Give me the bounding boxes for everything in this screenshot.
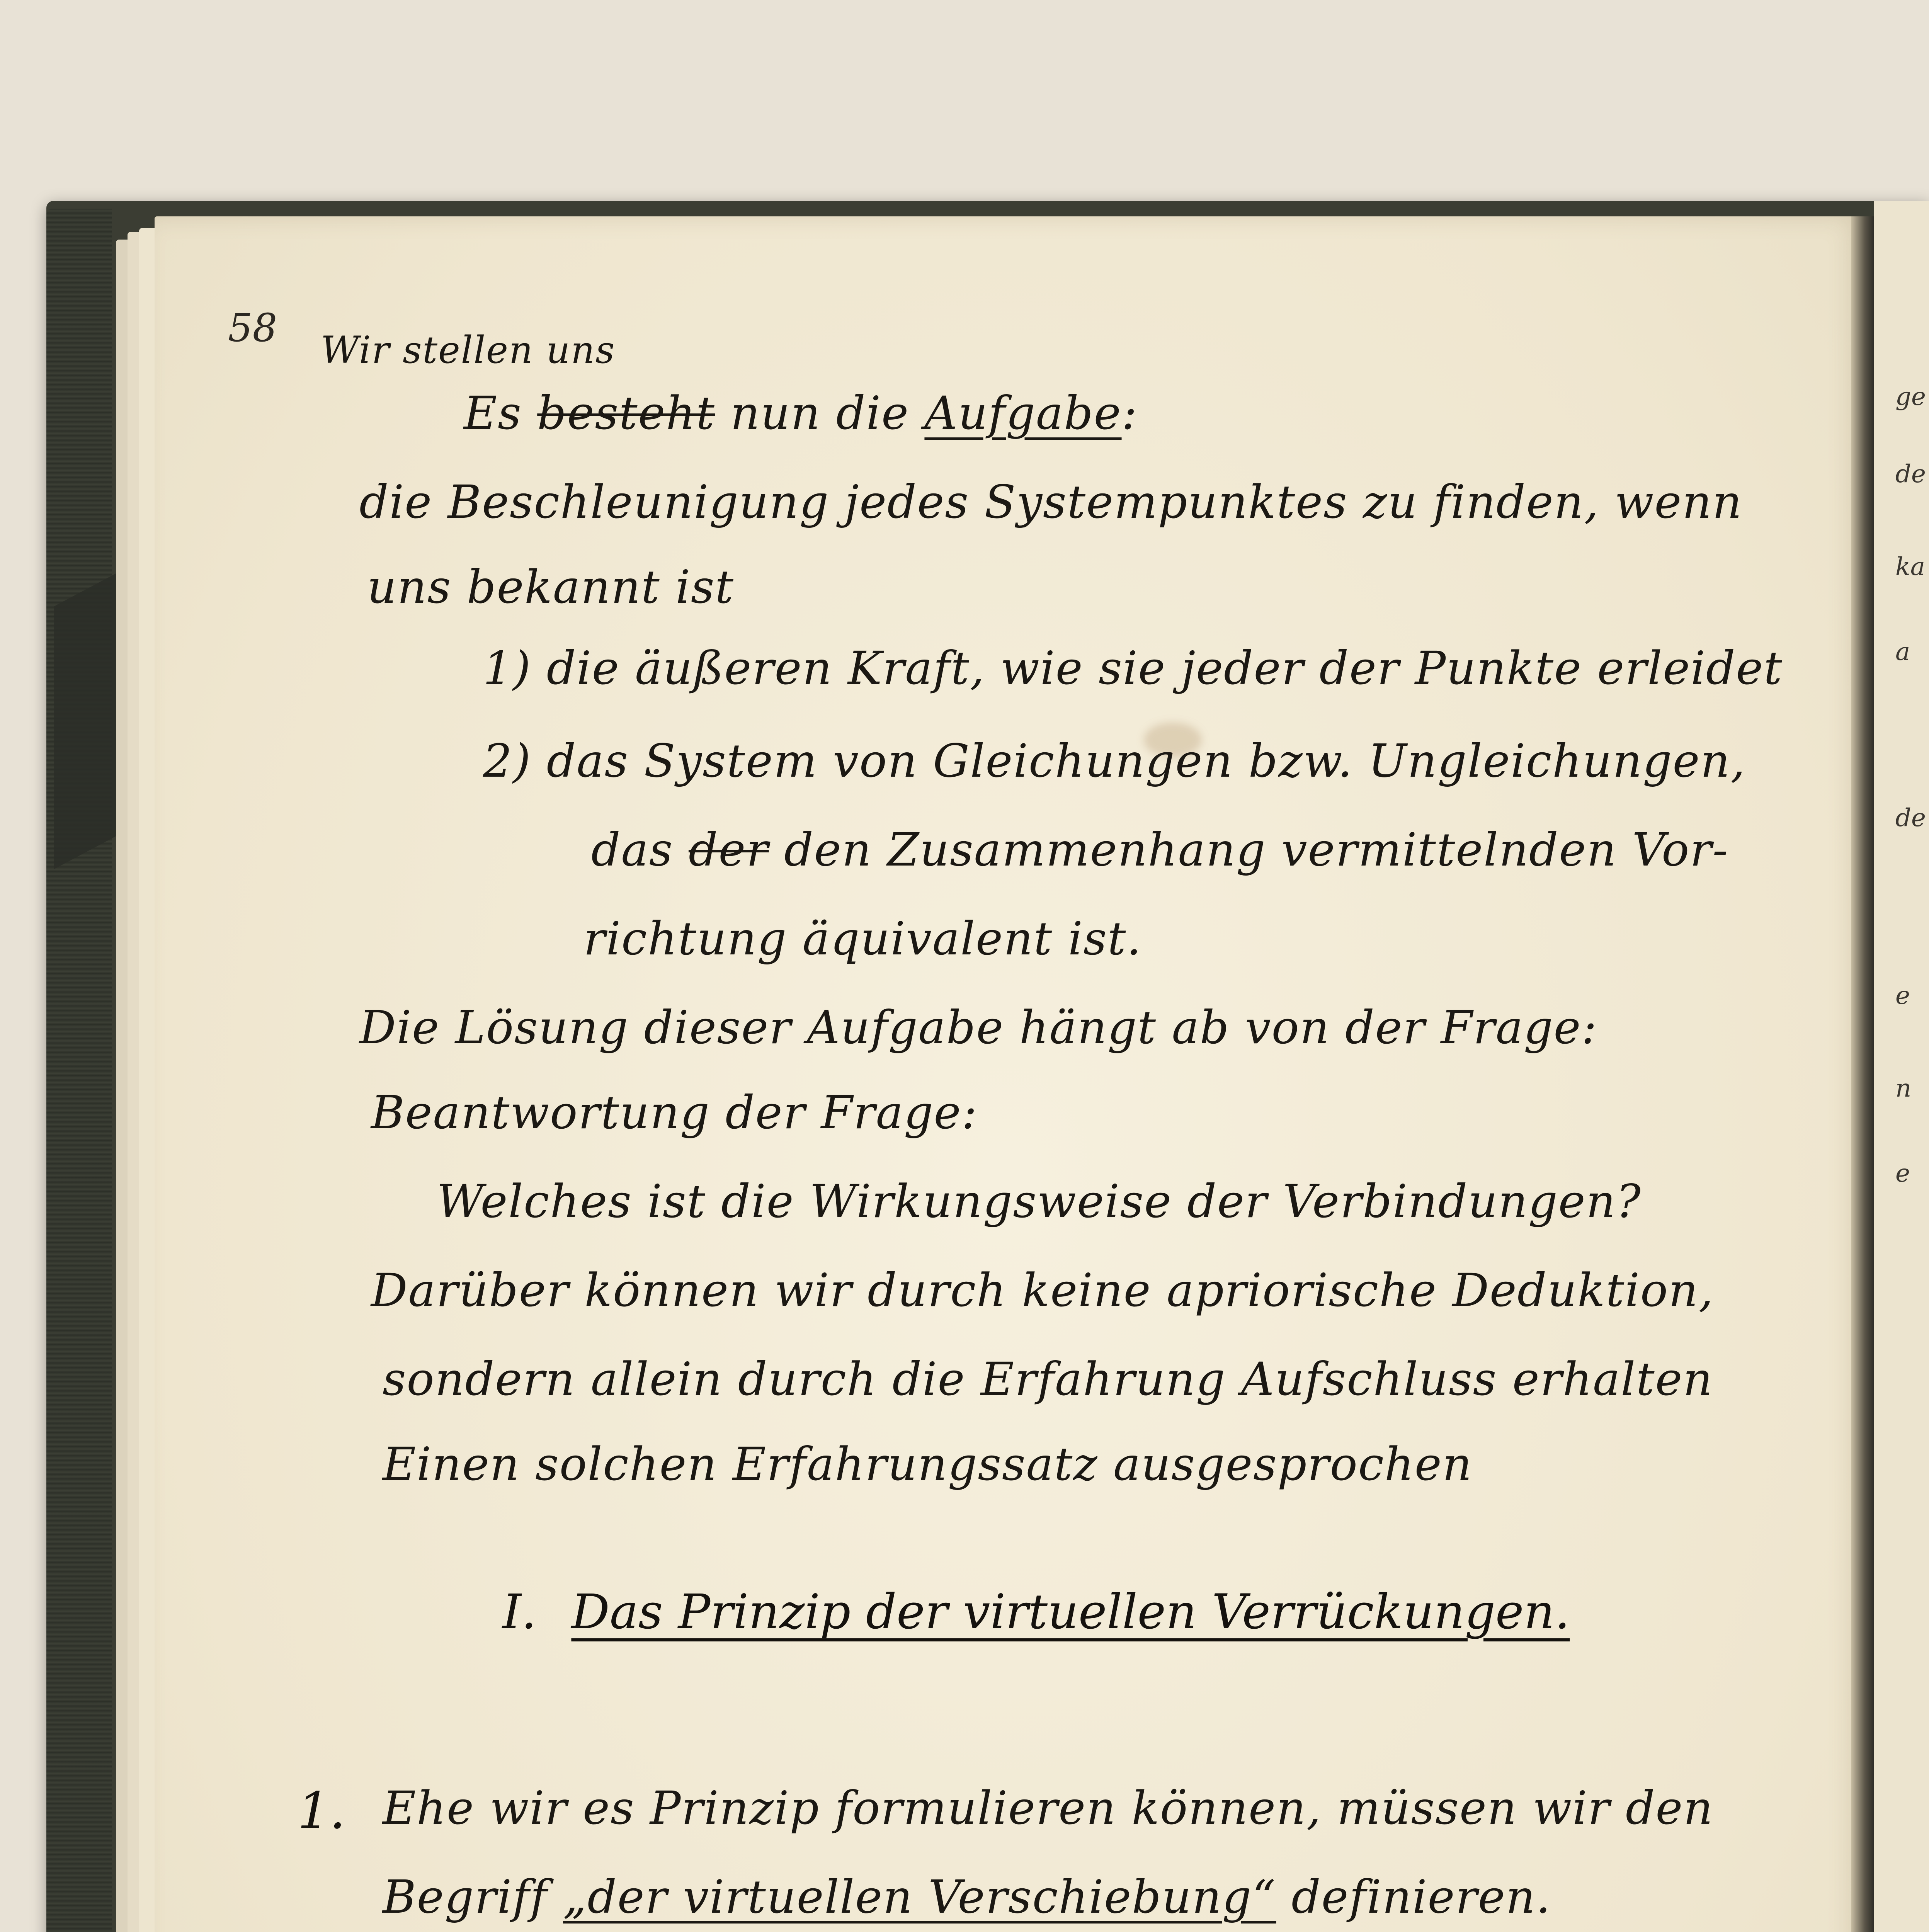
- handwritten-line: Wir stellen uns: [321, 328, 616, 372]
- handwritten-line: Die Lösung dieser Aufgabe hängt ab von der Frage:: [359, 1001, 1598, 1054]
- facing-page-fragment: a: [1895, 638, 1910, 666]
- facing-page-fragment: e: [1895, 1159, 1910, 1188]
- facing-page-fragment: ka: [1895, 553, 1925, 581]
- facing-page-fragment: de: [1895, 804, 1926, 832]
- line-end: definieren.: [1276, 1870, 1551, 1923]
- line-middle: nun die: [715, 386, 925, 440]
- section-title: Das Prinzip der virtuellen Verrückungen.: [571, 1584, 1570, 1640]
- facing-page-fragment: n: [1895, 1074, 1912, 1103]
- handwritten-line: richtung äquivalent ist.: [583, 912, 1142, 965]
- facing-page-fragment: ge: [1895, 383, 1926, 411]
- facing-page-fragment: de: [1895, 460, 1926, 488]
- page-number: 58: [228, 305, 277, 350]
- handwritten-line: uns bekannt ist: [367, 560, 734, 614]
- handwritten-line: Beantwortung der Frage:: [371, 1086, 978, 1139]
- handwritten-line: [383, 1870, 1551, 1923]
- handwritten-line: [464, 386, 1138, 440]
- notebook-page: [155, 216, 1863, 1932]
- handwritten-line: Darüber können wir durch keine apriorische Deduktion,: [371, 1264, 1714, 1317]
- book-spine: [46, 209, 112, 1932]
- struck-word: der: [688, 823, 769, 876]
- underlined-phrase: „der virtuellen Verschiebung“: [563, 1870, 1276, 1923]
- facing-page-fragment: e: [1895, 981, 1910, 1010]
- handwritten-line: Welches ist die Wirkungsweise der Verbindungen?: [437, 1175, 1642, 1228]
- handwritten-line: 1) die äußeren Kraft, wie sie jeder der Punkte erleidet: [483, 641, 1783, 695]
- book-gutter: [1851, 216, 1874, 1932]
- line-prefix: Begriff: [383, 1870, 563, 1923]
- handwritten-line: sondern allein durch die Erfahrung Aufschluss erhalten: [383, 1352, 1713, 1406]
- underlined-word: Aufgabe: [924, 386, 1122, 440]
- handwritten-line: 2) das System von Gleichungen bzw. Ungleichungen,: [483, 734, 1746, 787]
- paragraph-number: 1.: [298, 1781, 346, 1840]
- line-end: :: [1121, 386, 1138, 440]
- line-prefix: das: [591, 823, 689, 876]
- line-prefix: Es: [464, 386, 538, 440]
- struck-word: besteht: [537, 386, 715, 440]
- line-end: den Zusammenhang vermittelnden Vor-: [769, 823, 1729, 876]
- handwritten-line: Ehe wir es Prinzip formulieren können, müssen wir den: [383, 1781, 1714, 1835]
- handwritten-line: die Beschleunigung jedes Systempunktes zu finden, wenn: [359, 475, 1743, 529]
- section-number: I.: [502, 1584, 537, 1640]
- section-heading: [502, 1584, 1570, 1640]
- handwritten-line: [591, 823, 1729, 876]
- handwritten-line: Einen solchen Erfahrungssatz ausgesprochen: [383, 1437, 1473, 1491]
